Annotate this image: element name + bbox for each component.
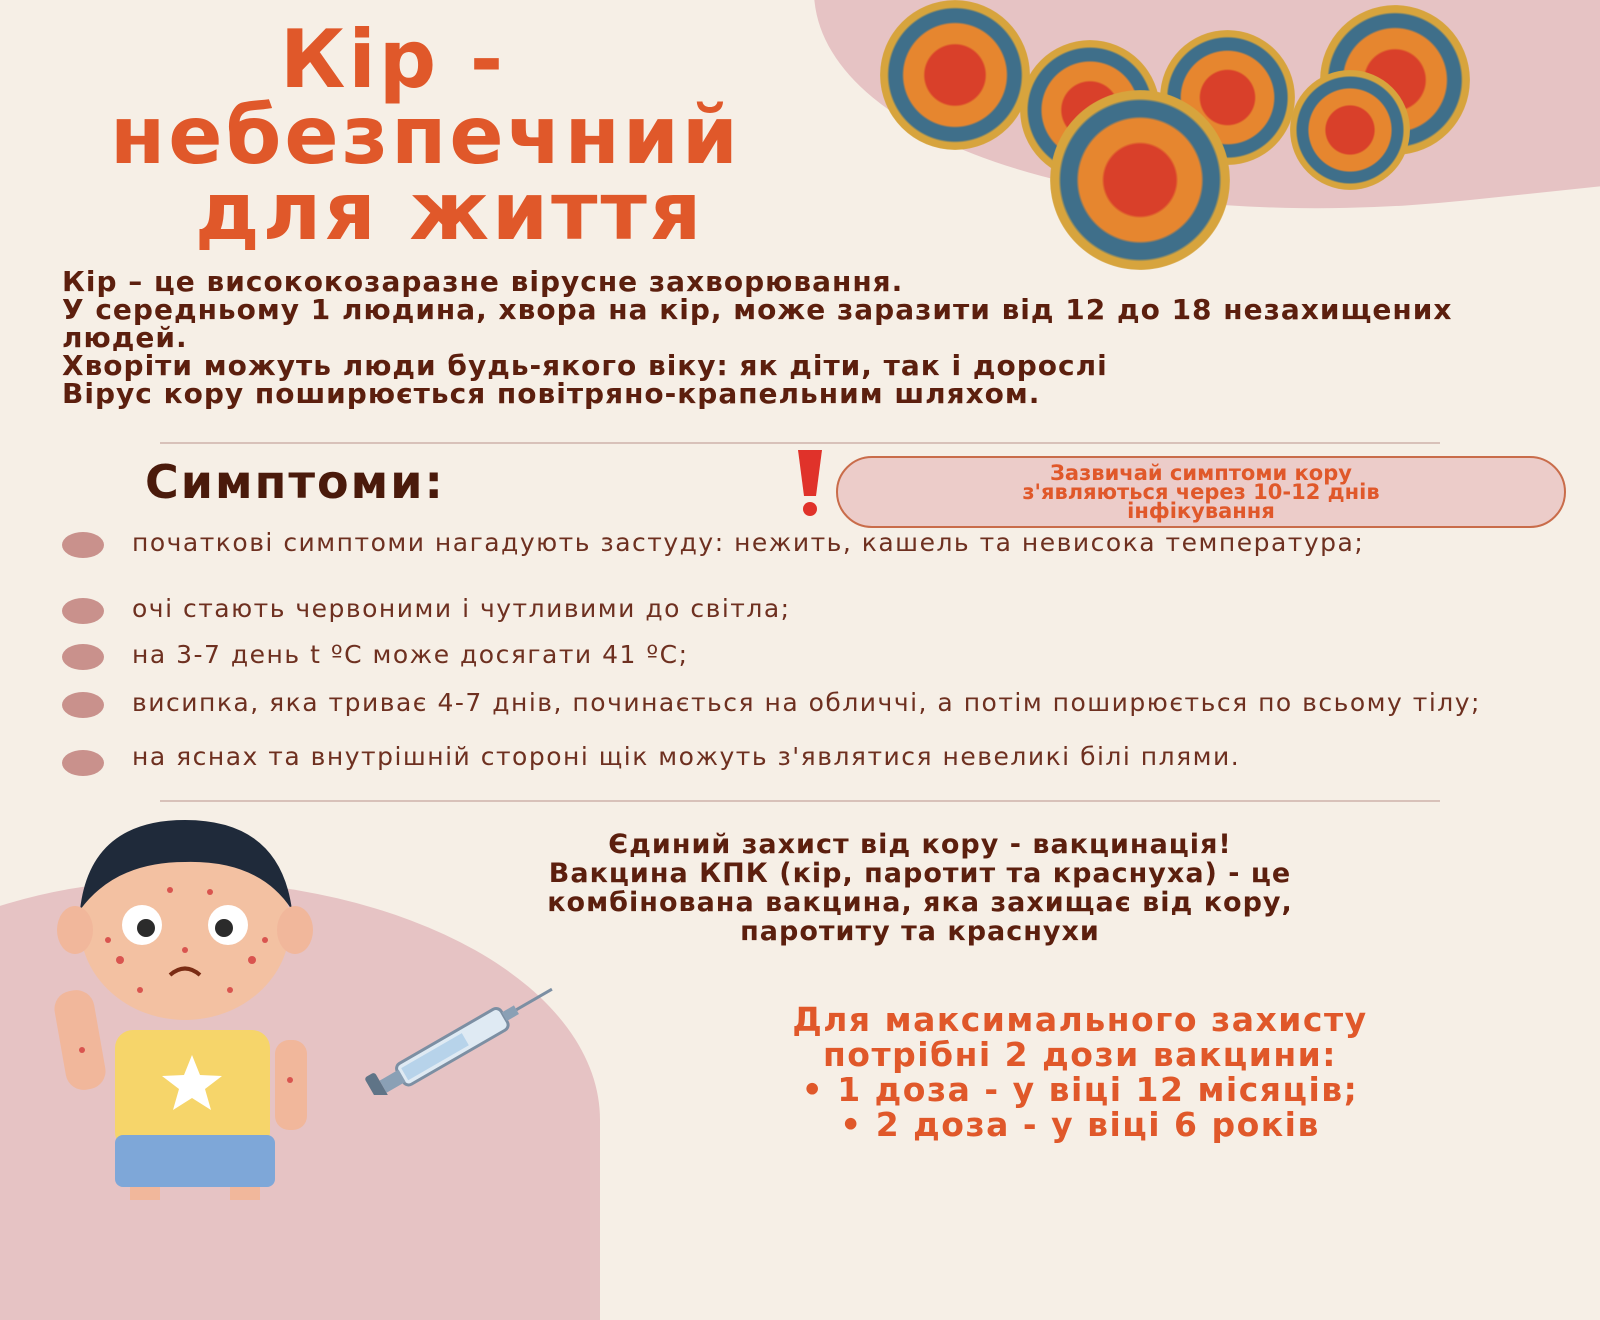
intro-line: Вірус кору поширюється повітряно-крапельним шляхом.	[62, 377, 1041, 410]
vaccine-line: Вакцина КПК (кір, паротит та краснуха) - це	[548, 858, 1292, 889]
divider	[160, 442, 1440, 444]
symptom-onset-callout	[836, 456, 1566, 528]
dose-info	[630, 1002, 1530, 1142]
dose-line: • 1 доза - у віці 12 місяців;	[801, 1070, 1359, 1109]
dose-line: потрібні 2 дози вакцини:	[823, 1035, 1337, 1074]
bullet-icon	[62, 598, 104, 624]
intro-line: У середньому 1 людина, хвора на кір, може заразити від 12 до 18 незахищених людей.	[62, 293, 1453, 354]
syringe-icon	[350, 985, 570, 1095]
symptom-text: початкові симптоми нагадують застуду: нежить, кашель та невисока температура;	[132, 528, 1365, 557]
symptom-text: на яснах та внутрішній стороні щік можуть з'являтися невеликі білі плями.	[132, 742, 1241, 771]
callout-text: Зазвичай симптоми кору з'являються через 10-12 днів інфікування	[1022, 460, 1380, 523]
title-line-3: для життя	[195, 165, 705, 258]
exclamation-icon	[790, 448, 830, 518]
divider	[160, 800, 1440, 802]
dose-line: • 2 доза - у віці 6 років	[840, 1105, 1320, 1144]
symptom-text: висипка, яка триває 4-7 днів, починається на обличчі, а потім поширюється по всьому тілу;	[132, 688, 1481, 717]
intro-line: Кір – це висококозаразне вірусне захворювання.	[62, 265, 904, 298]
dose-line: Для максимального захисту	[792, 1000, 1368, 1039]
intro-line: Хворіти можуть люди будь-якого віку: як діти, так і дорослі	[62, 349, 1108, 382]
symptom-text: на 3-7 день t ºС може досягати 41 ºС;	[132, 640, 689, 669]
vaccine-line: комбінована вакцина, яка захищає від кору,	[547, 887, 1293, 918]
title-line-2: небезпечний	[110, 89, 741, 182]
vaccine-line: паротиту та краснухи	[740, 916, 1100, 947]
bullet-icon	[62, 692, 104, 718]
intro-text	[62, 265, 1552, 410]
vaccine-line: Єдиний захист від кору - вакцинація!	[608, 829, 1232, 860]
title-line-1: Кір -	[280, 13, 507, 106]
bullet-icon	[62, 532, 104, 558]
bullet-icon	[62, 750, 104, 776]
symptom-text: очі стають червоними і чутливими до світла;	[132, 594, 791, 623]
vaccine-info	[370, 830, 1470, 946]
symptoms-heading: Симптоми:	[145, 455, 445, 509]
page-title	[110, 13, 1010, 258]
bullet-icon	[62, 644, 104, 670]
sick-child-illustration	[20, 800, 350, 1200]
